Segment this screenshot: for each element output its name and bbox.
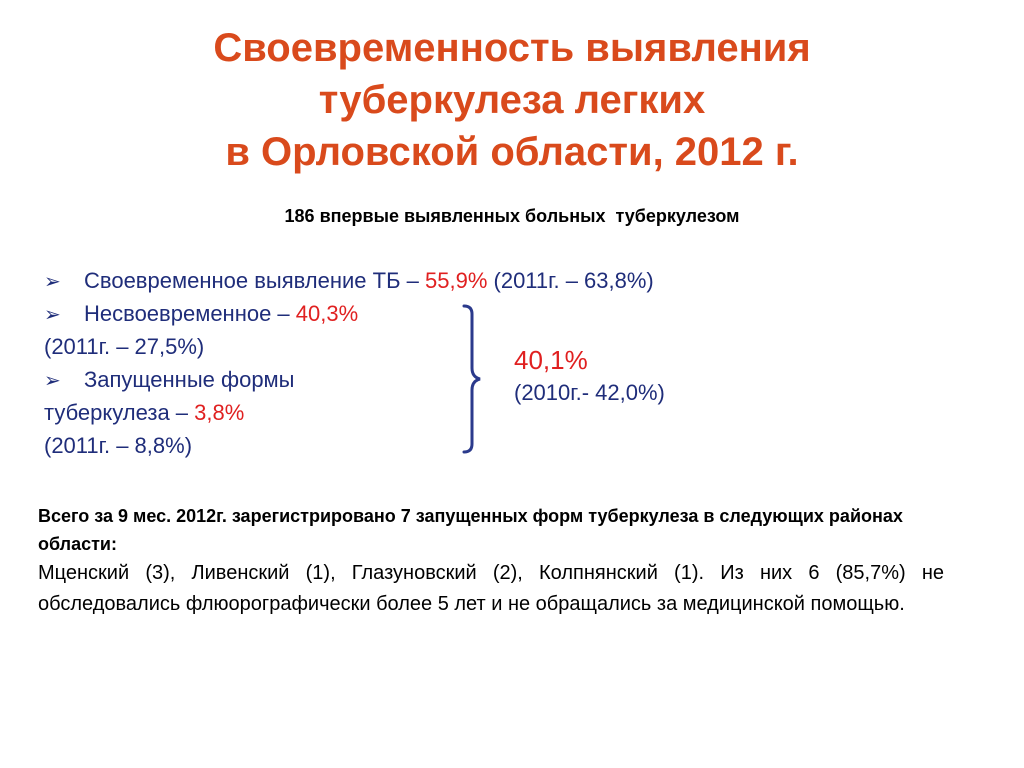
list-item-timely [44,264,844,297]
footer-body-text: Мценский (3), Ливенский (1), Глазуновский (2), Колпнянский (1). Из них 6 (85,7%) не обследовались флюорографически более 5 лет и не обращались за медицинской помощью. [38,562,944,615]
statistics-list [44,264,844,462]
footer-bold-text: Всего за 9 мес. 2012г. зарегистрировано 7 запущенных форм туберкулеза в следующих районах области: [38,506,903,554]
arrowhead-bullet-icon: ➢ [44,271,61,293]
timely-value: 55,9% [425,268,488,293]
title-line: Своевременность выявления [213,26,811,70]
untimely-value: 40,3% [295,301,359,326]
untimely-label: Несвоевременное – [84,301,296,326]
brace-summary-value: 40,1% [514,345,588,375]
footer-text-block [38,502,944,620]
advanced-label-line2: туберкулеза – [44,400,195,425]
untimely-note: (2011г. – 27,5%) [44,334,205,359]
title-line: в Орловской области, 2012 г. [225,130,799,174]
list-item-untimely [44,297,844,330]
timely-note: (2011г. – 63,8%) [487,268,654,293]
advanced-label-line1: Запущенные формы [84,367,295,392]
right-curly-brace-icon [460,304,484,454]
advanced-value: 3,8% [194,400,245,425]
advanced-label-line2-row [44,396,844,429]
brace-summary-note: (2010г.- 42,0%) [514,380,665,405]
brace-summary [514,342,665,408]
list-item-advanced [44,363,844,396]
title-line: туберкулеза легких [318,78,706,122]
advanced-note: (2011г. – 8,8%) [44,433,193,458]
timely-label: Своевременное выявление ТБ – [84,268,425,293]
arrowhead-bullet-icon: ➢ [44,304,61,326]
slide-title [0,22,1024,178]
arrowhead-bullet-icon: ➢ [44,370,61,392]
slide-subtitle: 186 впервые выявленных больных туберкулезом [284,206,740,226]
